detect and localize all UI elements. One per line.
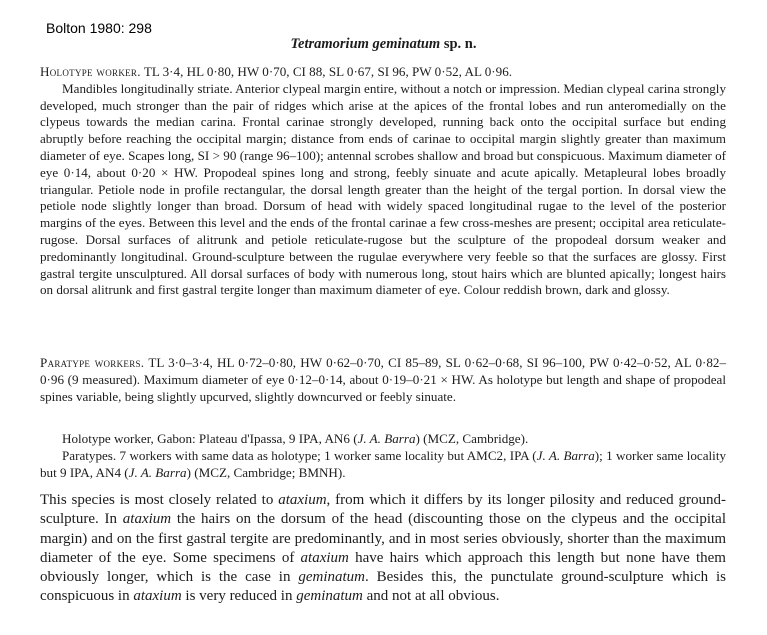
holotype-measurements: TL 3·4, HL 0·80, HW 0·70, CI 88, SL 0·67, SI 96, PW 0·52, AL 0·96. bbox=[143, 64, 513, 79]
citation: Bolton 1980: 298 bbox=[46, 20, 152, 36]
material-section bbox=[40, 431, 726, 481]
holotype-section bbox=[40, 64, 726, 299]
paratype-material: Paratypes. 7 workers with same data as holotype; 1 worker same locality but AMC2, IPA (J. A. Barra); 1 worker same locality but 9 IPA, AN4 (J. A. Barra) (MCZ, Cambridge; BMNH). bbox=[40, 447, 726, 480]
paratype-heading: Paratype workers. bbox=[40, 355, 145, 370]
discussion-text: This species is most closely related to ataxium, from which it differs by its longer pilosity and reduced ground-sculpture. In ataxium the hairs on the dorsum of the head (discounting those on the clypeus and the occipital margin) and on the first gastral tergite are predominantly, and in most series obviously, shorter than the maximum diameter of the eye. Some specimens of ataxium have hairs which approach this length but none have them obviously longer, which is the case in geminatum. Besides this, the punctulate ground-sculpture which is conspicuous in ataxium is very reduced in geminatum and not at all obvious. bbox=[40, 492, 726, 605]
species-status: sp. n. bbox=[443, 36, 477, 52]
species-name: Tetramorium geminatum bbox=[290, 36, 441, 52]
paratype-text: TL 3·0–3·4, HL 0·72–0·80, HW 0·62–0·70, CI 85–89, SL 0·62–0·68, SI 96–100, PW 0·42–0·52, AL 0·82–0·96 (9 measured). Maximum diameter of eye 0·12–0·14, about 0·19–0·21 × HW. As holotype but length and shape of propodeal spines variable, being slightly upcurved, slightly downcurved or feebly sinuate. bbox=[40, 355, 726, 404]
holotype-material: Holotype worker, Gabon: Plateau d'Ipassa, 9 IPA, AN6 (J. A. Barra) (MCZ, Cambridge). bbox=[62, 431, 529, 446]
species-title bbox=[0, 36, 767, 53]
paratype-section bbox=[40, 355, 726, 405]
holotype-description: Mandibles longitudinally striate. Anterior clypeal margin entire, without a notch or impression. Median clypeal carina strongly developed, much stronger than the pair of ridges which arise at the apices of the frontal lobes and run anteromedially on the clypeus towards the median carina. Frontal carinae strongly developed, running back onto the occipital surface but ending abruptly before reaching the occipital margin; distance from ends of carinae to occipital margin slightly greater than maximum diameter of eye. Scapes long, SI > 90 (range 96–100); antennal scrobes shallow and broad but conspicuous. Maximum diameter of eye 0·14, about 0·20 × HW. Propodeal spines long and strong, feebly sinuate and acute apically. Metapleural lobes broadly triangular. Petiole node in profile rectangular, the dorsal length greater than the height of the tergal portion. In dorsal view the petiole node slightly longer than broad. Dorsum of head with widely spaced longitudinal rugae to the level of the posterior margins of the eyes. Between this level and the ends of the frontal carinae a few cross-meshes are present; occipital area reticulate-rugose. Dorsal surfaces of alitrunk and petiole reticulate-rugose but the sculpture of the propodeal dorsum weaker and predominantly longitudinal. Ground-sculpture between the rugulae everywhere very feeble so that the surfaces are glossy. First gastral tergite unsculptured. All dorsal surfaces of body with numerous long, stout hairs which are blunted apically; longest hairs on dorsal alitrunk and first gastral tergite longer than maximum diameter of eye. Colour reddish brown, dark and glossy. bbox=[40, 80, 726, 298]
discussion-section bbox=[40, 491, 726, 607]
holotype-heading: Holotype worker. bbox=[40, 64, 141, 79]
holotype-measurements-line bbox=[40, 64, 726, 81]
